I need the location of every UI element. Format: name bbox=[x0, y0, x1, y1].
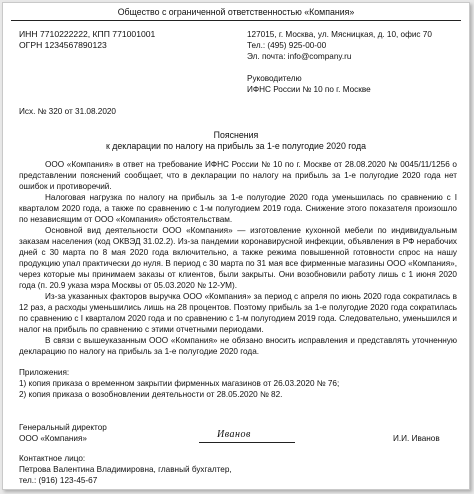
paragraph-4: Из-за указанных факторов выручка ООО «Компания» за период с апреля по июнь 2020 года сократилась в 12 раз, а расходы уменьшились лишь на 28 процентов. Поэтому прибыль за 1-е полугодие 2020 года сократилась по сравнению с I кварталом 2020 года и по сравнению с 1-м полугодием 2019 года. Следовательно, уменьшился и налог на прибыль по сравнению с этими отчетными периодами. bbox=[19, 292, 457, 334]
signatory-organization: ООО «Компания» bbox=[19, 434, 87, 443]
document-page bbox=[2, 2, 470, 490]
header-divider bbox=[11, 20, 461, 21]
paragraph-1: ООО «Компания» в ответ на требование ИФНС России № 10 по г. Москве от 28.08.2020 № 0045/11/1256 о представлении пояснений сообщает, что в декларации по налогу на прибыль за 1-е полугодие 2020 года нет ошибок и противоречий. bbox=[19, 160, 457, 191]
document-subtitle: к декларации по налогу на прибыль за 1-е полугодие 2020 года bbox=[105, 141, 367, 151]
document-title: Пояснения bbox=[213, 130, 259, 140]
contact-heading: Контактное лицо: bbox=[19, 454, 86, 463]
signature-line bbox=[199, 442, 295, 443]
attachments-heading: Приложения: bbox=[19, 368, 70, 377]
attachment-item-2: 2) копия приказа о возобновлении деятельности от 28.05.2020 № 82. bbox=[19, 390, 283, 399]
company-email: Эл. почта: info@company.ru bbox=[247, 52, 352, 61]
signatory-position: Генеральный директор bbox=[19, 423, 107, 432]
signatory-name: И.И. Иванов bbox=[393, 434, 440, 443]
attachment-item-1: 1) копия приказа о временном закрытии фирменных магазинов от 26.03.2020 № 76; bbox=[19, 379, 340, 388]
company-phone: Тел.: (495) 925-00-00 bbox=[247, 41, 327, 50]
contact-person: Петрова Валентина Владимировна, главный бухгалтер, bbox=[19, 465, 232, 474]
paragraph-3: Основной вид деятельности ООО «Компания» — изготовление кухонной мебели по индивидуальным заказам населения (код ОКВЭД 31.02.2). Из-за пандемии коронавирусной инфекции, объявления в РФ нерабочих дней с 30 марта по 8 мая 2020 года включительно, а также режима повышенной готовности спрос на нашу продукцию упал практически до нуля. В период с 30 марта по 31 мая все фирменные магазины ООО «Компания», через которые мы принимаем заказы от клиентов, были закрыты. Они возобновили работу лишь с 1 июня 2020 года (п. 20.9 указа мэра Москвы от 05.03.2020 № 12-УМ). bbox=[19, 226, 457, 290]
paragraph-5: В связи с вышеуказанным ООО «Компания» не обязано вносить исправления и представлять уточненную декларацию по налогу на прибыль за 1-е полугодие 2020 года. bbox=[19, 336, 457, 356]
recipient-title: Руководителю bbox=[247, 74, 302, 83]
ogrn: ОГРН 1234567890123 bbox=[19, 40, 107, 50]
letter-body bbox=[19, 159, 457, 400]
handwritten-signature: Иванов bbox=[217, 429, 251, 440]
recipient-authority: ИФНС России № 10 по г. Москве bbox=[247, 85, 371, 94]
contact-phone: тел.: (916) 123-45-67 bbox=[19, 476, 98, 485]
outgoing-reference: Исх. № 320 от 31.08.2020 bbox=[19, 107, 116, 116]
inn-kpp: ИНН 7710222222, КПП 771001001 bbox=[19, 29, 156, 39]
organization-name: Общество с ограниченной ответственностью «Компания» bbox=[117, 7, 355, 17]
paragraph-2: Налоговая нагрузка по налогу на прибыль за 1-е полугодие 2020 года уменьшилась по сравнению с I кварталом 2020 года, а также по сравнению с 1-м полугодием 2019 года. Снижение этого показателя произошло по независящим от ООО «Компания» обстоятельствам. bbox=[19, 193, 457, 224]
company-address: 127015, г. Москва, ул. Мясницкая, д. 10, офис 70 bbox=[247, 30, 432, 39]
